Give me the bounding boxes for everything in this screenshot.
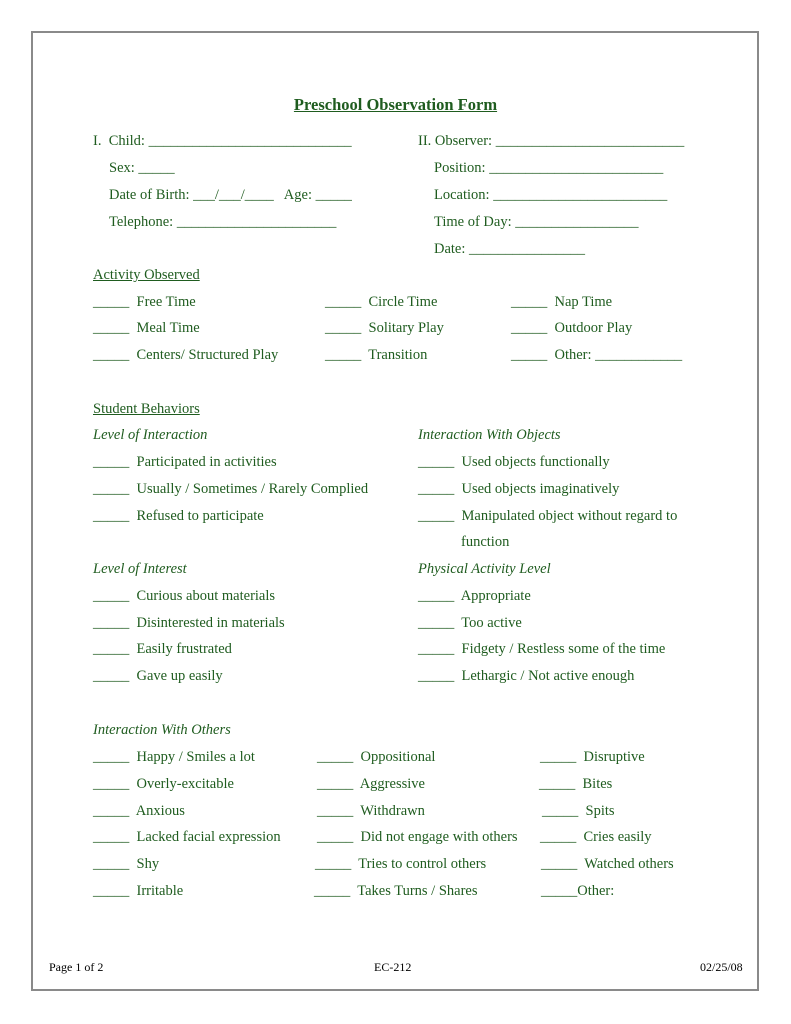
behavior-item[interactable]: _____ Gave up easily [93, 668, 223, 684]
others-item[interactable]: _____ Aggressive [317, 776, 425, 792]
activity-item[interactable]: _____ Transition [325, 347, 428, 363]
behavior-item[interactable]: _____ Lethargic / Not active enough [418, 668, 635, 684]
behavior-item[interactable]: _____ Fidgety / Restless some of the time [418, 641, 666, 657]
behavior-item[interactable]: _____ Refused to participate [93, 508, 264, 524]
behavior-item[interactable]: _____ Manipulated object without regard to [418, 508, 678, 524]
others-item[interactable]: _____Other: [541, 883, 615, 899]
level-of-interaction-heading: Level of Interaction [93, 427, 208, 443]
activity-heading: Activity Observed [93, 267, 200, 283]
activity-item[interactable]: _____ Centers/ Structured Play [93, 347, 279, 363]
footer-date: 02/25/08 [700, 960, 743, 974]
activity-item[interactable]: _____ Free Time [93, 294, 196, 310]
behavior-item-continuation: function [461, 534, 510, 550]
behavior-item[interactable]: _____ Disinterested in materials [93, 615, 285, 631]
activity-item[interactable]: _____ Outdoor Play [511, 320, 633, 336]
dob-age-field[interactable]: Date of Birth: ___/___/____ Age: _____ [109, 187, 352, 203]
behavior-item[interactable]: _____ Curious about materials [93, 588, 276, 604]
observer-field[interactable]: II. Observer: __________________________ [418, 133, 685, 149]
others-item[interactable]: _____ Oppositional [317, 749, 436, 765]
date-field[interactable]: Date: ________________ [434, 241, 586, 257]
others-item[interactable]: _____ Bites [539, 776, 613, 792]
telephone-field[interactable]: Telephone: ______________________ [109, 214, 337, 230]
others-item[interactable]: _____ Watched others [541, 856, 674, 872]
others-item[interactable]: _____ Cries easily [540, 829, 652, 845]
others-item[interactable]: _____ Disruptive [540, 749, 645, 765]
behavior-item[interactable]: _____ Too active [418, 615, 522, 631]
behavior-item[interactable]: _____ Used objects imaginatively [418, 481, 620, 497]
level-of-interest-heading: Level of Interest [93, 561, 187, 577]
others-item[interactable]: _____ Spits [542, 803, 615, 819]
others-item[interactable]: _____ Did not engage with others [317, 829, 518, 845]
behavior-item[interactable]: _____ Usually / Sometimes / Rarely Complied [93, 481, 369, 497]
others-item[interactable]: _____ Lacked facial expression [93, 829, 281, 845]
behavior-item[interactable]: _____ Appropriate [418, 588, 531, 604]
activity-item[interactable]: _____ Nap Time [511, 294, 613, 310]
others-item[interactable]: _____ Anxious [93, 803, 185, 819]
others-item[interactable]: _____ Shy [93, 856, 160, 872]
interaction-with-objects-heading: Interaction With Objects [418, 427, 561, 443]
activity-item[interactable]: _____ Circle Time [325, 294, 438, 310]
behavior-item[interactable]: _____ Easily frustrated [93, 641, 232, 657]
activity-item[interactable]: _____ Solitary Play [325, 320, 444, 336]
physical-activity-heading: Physical Activity Level [418, 561, 551, 577]
activity-item[interactable]: _____ Other: ____________ [511, 347, 683, 363]
footer-form-code: EC-212 [374, 960, 412, 974]
behavior-item[interactable]: _____ Participated in activities [93, 454, 277, 470]
others-item[interactable]: _____ Overly-excitable [93, 776, 234, 792]
others-item[interactable]: _____ Tries to control others [315, 856, 487, 872]
others-item[interactable]: _____ Happy / Smiles a lot [93, 749, 255, 765]
footer-page-number: Page 1 of 2 [49, 960, 104, 974]
form-title: Preschool Observation Form [293, 95, 498, 114]
sex-field[interactable]: Sex: _____ [109, 160, 175, 176]
behavior-item[interactable]: _____ Used objects functionally [418, 454, 610, 470]
activity-item[interactable]: _____ Meal Time [93, 320, 200, 336]
child-field[interactable]: I. Child: ____________________________ [93, 133, 352, 149]
others-item[interactable]: _____ Takes Turns / Shares [314, 883, 478, 899]
interaction-with-others-heading: Interaction With Others [93, 722, 231, 738]
location-field[interactable]: Location: ________________________ [434, 187, 668, 203]
others-item[interactable]: _____ Withdrawn [317, 803, 425, 819]
position-field[interactable]: Position: ________________________ [434, 160, 664, 176]
behaviors-heading: Student Behaviors [93, 401, 200, 417]
others-item[interactable]: _____ Irritable [93, 883, 184, 899]
time-of-day-field[interactable]: Time of Day: _________________ [434, 214, 639, 230]
